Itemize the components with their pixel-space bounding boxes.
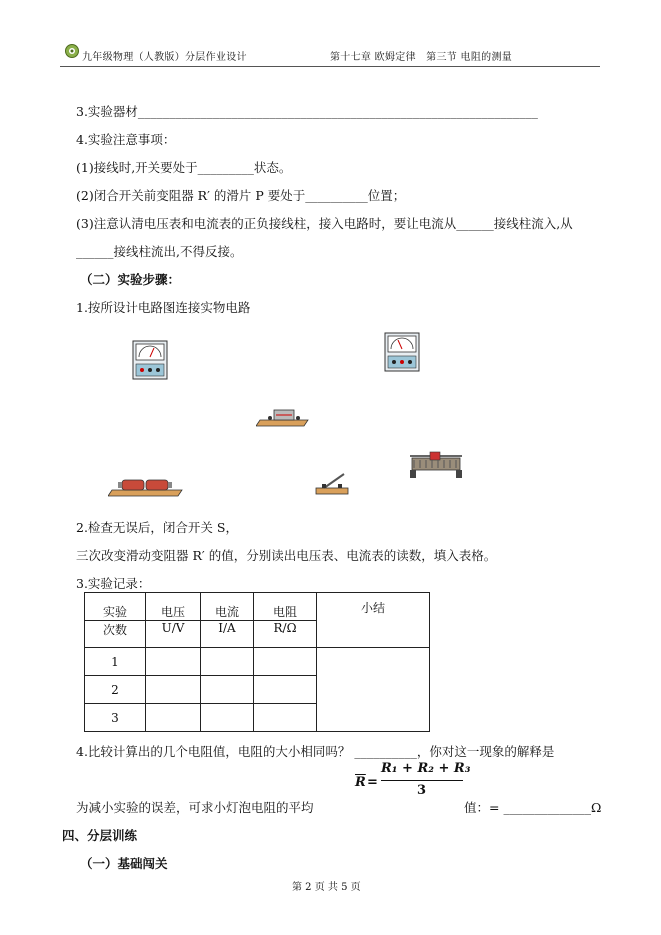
table-cell[interactable] [146, 704, 201, 732]
line-step-2: 2.检查无误后，闭合开关 S， [76, 520, 238, 535]
table-subheader-uv: U/V [146, 621, 201, 648]
formula-equals: = [367, 775, 378, 790]
ammeter-icon [384, 332, 420, 372]
line-average-answer: 值：= ______________Ω [464, 800, 602, 815]
line-note-3: (3)注意认清电压表和电流表的正负接线柱，接入电路时，要让电流从______接线柱流入,从 [76, 216, 573, 231]
table-header-current: 电流 [201, 593, 254, 621]
record-table [84, 592, 430, 732]
table-cell[interactable] [254, 676, 317, 704]
bulb-holder-icon [256, 404, 312, 428]
formula-denominator: 3 [417, 783, 427, 798]
line-note-1: (1)接线时,开关要处于_________状态。 [76, 160, 292, 175]
table-cell[interactable] [201, 676, 254, 704]
table-header-voltage: 电压 [146, 593, 201, 621]
header-logo [64, 43, 80, 59]
rheostat-icon [408, 450, 464, 480]
line-equipment: 3.实验器材________________________________________________________________ [76, 104, 538, 119]
line-notes-title: 4.实验注意事项： [76, 132, 176, 147]
page-footer: 第 2 页 共 5 页 [292, 882, 361, 893]
line-note-3-cont: ______接线柱流出,不得反接。 [76, 244, 243, 259]
header-right-text: 第十七章 欧姆定律 第三节 电阻的测量 [330, 52, 513, 63]
table-summary-cell[interactable] [317, 648, 430, 732]
table-cell[interactable] [146, 648, 201, 676]
table-cell[interactable] [254, 648, 317, 676]
table-row: 2 [85, 676, 146, 704]
table-cell[interactable] [146, 676, 201, 704]
section-steps-title: （二）实验步骤： [80, 272, 181, 287]
table-row: 1 [85, 648, 146, 676]
formula-numerator: R₁ + R₂ + R₃ [381, 761, 471, 776]
table-header-resistance: 电阻 [254, 593, 317, 621]
voltmeter-icon [132, 340, 168, 380]
table-cell[interactable] [201, 648, 254, 676]
switch-icon [314, 470, 350, 496]
formula-fraction-bar [381, 780, 463, 781]
line-step-1: 1.按所设计电路图连接实物电路 [76, 300, 251, 315]
table-subheader-r: R/Ω [254, 621, 317, 648]
line-average-prompt: 为减小实验的误差，可求小灯泡电阻的平均 [76, 800, 314, 815]
line-question-4: 4.比较计算出的几个电阻值，电阻的大小相同吗？ __________，你对这一现象的解释是 [76, 744, 555, 759]
line-step-2-detail: 三次改变滑动变阻器 R′ 的值，分别读出电压表、电流表的读数，填入表格。 [76, 548, 497, 563]
table-subheader-ia: I/A [201, 621, 254, 648]
section-basic-title: （一）基础闯关 [80, 856, 168, 871]
header-rule [60, 66, 600, 67]
table-header-summary: 小结 [317, 593, 430, 648]
header-left-text: 九年级物理（人教版）分层作业设计 [82, 52, 247, 63]
formula-lhs: $\overline{R}$ [355, 775, 366, 790]
battery-box-icon [108, 474, 184, 498]
table-header-trial: 实验 [85, 593, 146, 621]
table-subheader-number: 次数 [85, 621, 146, 648]
table-cell[interactable] [254, 704, 317, 732]
section-training-title: 四、分层训练 [62, 828, 138, 843]
line-note-2: (2)闭合开关前变阻器 R′ 的滑片 P 要处于__________位置； [76, 188, 406, 203]
table-row: 3 [85, 704, 146, 732]
line-record-title: 3.实验记录： [76, 576, 151, 591]
table-cell[interactable] [201, 704, 254, 732]
